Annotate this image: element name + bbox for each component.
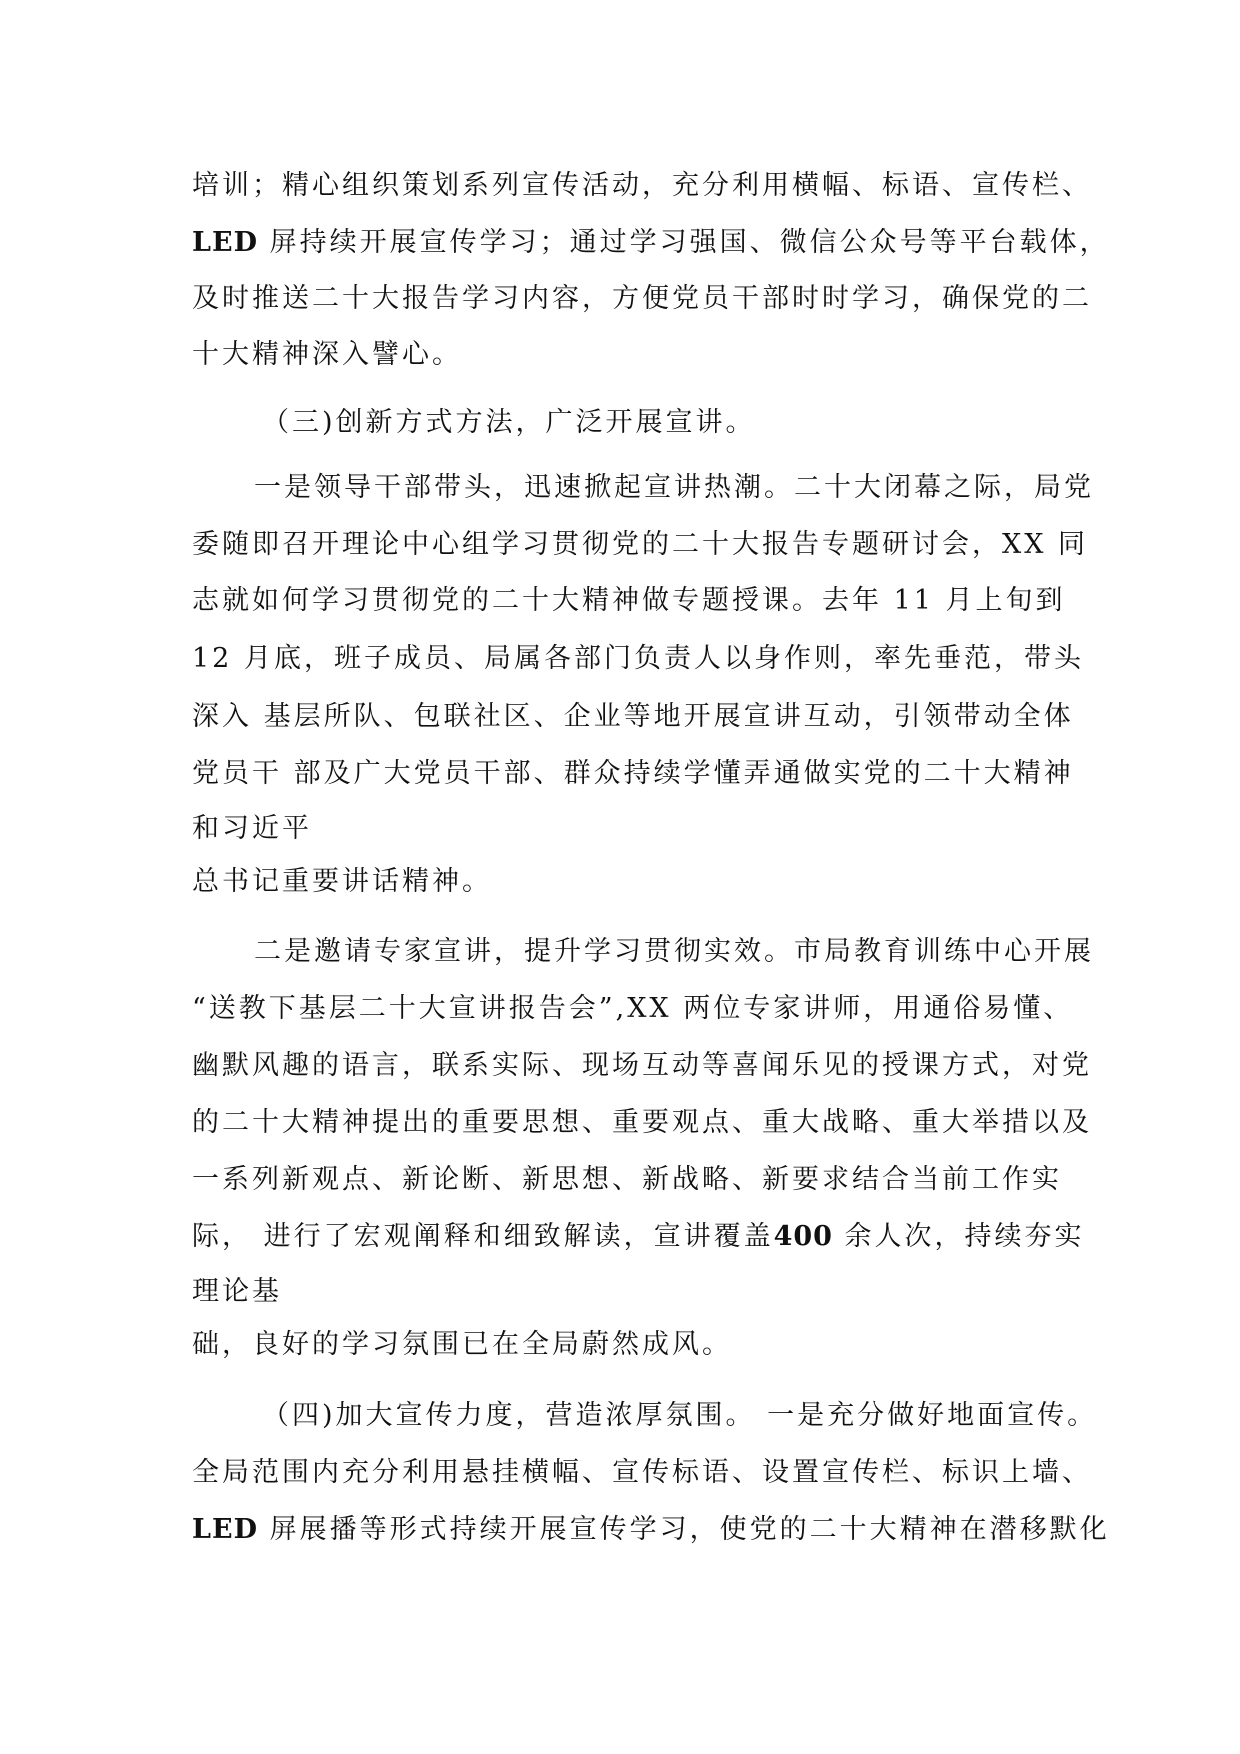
bold-term: LED [192, 227, 258, 258]
text-line: LED 屏展播等形式持续开展宣传学习，使党的二十大精神在潜移默化 [192, 1514, 1110, 1545]
text-line: 一系列新观点、新论断、新思想、新战略、新要求结合当前工作实 [192, 1164, 1062, 1195]
text-line: 和习近平 [192, 813, 312, 844]
section-heading: （四)加大宣传力度，营造浓厚氛围。 一是充分做好地面宣传。 [262, 1400, 1098, 1431]
text-line: 际， 进行了宏观阐释和细致解读，宣讲覆盖400 余人次，持续夯实 [192, 1221, 1085, 1252]
text-line: 党员干 部及广大党员干部、群众持续学懂弄通做实党的二十大精神 [192, 758, 1074, 789]
text-line: LED 屏持续开展宣传学习；通过学习强国、微信公众号等平台载体， [192, 227, 1110, 258]
text-line: “送教下基层二十大宣讲报告会”,XX 两位专家讲师，用通俗易懂、 [192, 993, 1074, 1024]
bold-number: 400 [773, 1221, 833, 1252]
text-line: 委随即召开理论中心组学习贯彻党的二十大报告专题研讨会，XX 同 [192, 529, 1089, 560]
text-line: 全局范围内充分利用悬挂横幅、宣传标语、设置宣传栏、标识上墙、 [192, 1457, 1092, 1488]
text-line: 二是邀请专家宣讲，提升学习贯彻实效。市局教育训练中心开展 [254, 936, 1094, 967]
text-line: 的二十大精神提出的重要思想、重要观点、重大战略、重大举措以及 [192, 1107, 1092, 1138]
text-line: 培训；精心组织策划系列宣传活动，充分利用横幅、标语、宣传栏、 [192, 170, 1092, 201]
text-line: 及时推送二十大报告学习内容，方便党员干部时时学习，确保党的二 [192, 283, 1092, 314]
text-line: 深入 基层所队、包联社区、企业等地开展宣讲互动，引领带动全体 [192, 701, 1074, 732]
bold-term: LED [192, 1514, 258, 1545]
text-line: 一是领导干部带头，迅速掀起宣讲热潮。二十大闭幕之际，局党 [254, 472, 1094, 503]
text-line: 十大精神深入譬心。 [192, 339, 462, 370]
text-line: 幽默风趣的语言，联系实际、现场互动等喜闻乐见的授课方式，对党 [192, 1050, 1092, 1081]
text-line: 12 月底，班子成员、局属各部门负责人以身作则，率先垂范，带头 [192, 643, 1084, 674]
text-line: 础，良好的学习氛围已在全局蔚然成风。 [192, 1329, 732, 1360]
section-heading: （三)创新方式方法，广泛开展宣讲。 [262, 407, 756, 438]
text-line: 志就如何学习贯彻党的二十大精神做专题授课。去年 11 月上旬到 [192, 585, 1066, 616]
text-line: 理论基 [192, 1276, 282, 1307]
text-line: 总书记重要讲话精神。 [192, 866, 492, 897]
